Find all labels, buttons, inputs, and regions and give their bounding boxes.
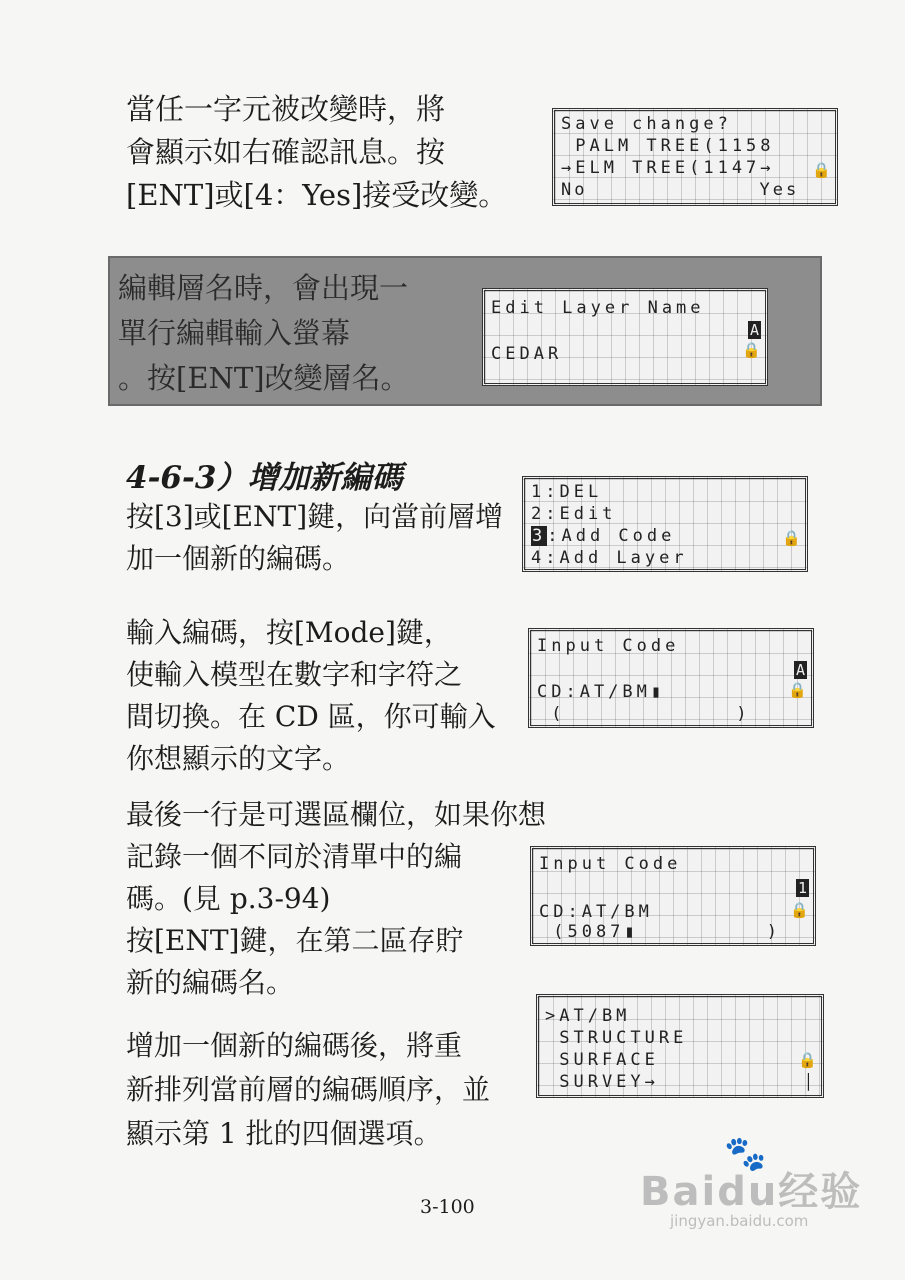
lcd-menu-screen xyxy=(522,476,808,572)
paw-icon: 🐾 xyxy=(724,1134,767,1174)
lcd-line: >AT/BM xyxy=(545,1006,631,1026)
watermark-url: jingyan.baidu.com xyxy=(670,1212,809,1230)
lcd-line: CD:AT/BM xyxy=(539,902,653,922)
lcd-line: 1:DEL xyxy=(531,482,603,502)
text-line: 單行編輯輸入螢幕 xyxy=(118,316,351,350)
lcd-line: CEDAR xyxy=(491,344,563,364)
mode-a-icon: A xyxy=(749,321,759,339)
lcd-line: 4:Add Layer xyxy=(531,548,688,568)
lcd-line: SURVEY→ xyxy=(545,1072,659,1092)
lcd-line: →ELM TREE(1147→ xyxy=(561,158,775,178)
lcd-line: Input Code xyxy=(539,854,682,874)
text-line: 。按[ENT]改變層名。 xyxy=(118,361,410,395)
text-line: 會顯示如右確認訊息。按 xyxy=(126,135,446,169)
lock-icon: 🔒 xyxy=(782,529,801,547)
mode-a-icon: A xyxy=(795,661,805,679)
text-line: 記錄一個不同於清單中的編 xyxy=(126,840,463,873)
text-line: 按[3]或[ENT]鍵，向當前層增 xyxy=(126,500,504,533)
lcd-line: PALM TREE(1158 xyxy=(561,136,775,156)
text-line: 使輸入模型在數字和字符之 xyxy=(126,658,463,691)
text-line: 編輯層名時，會出現一 xyxy=(118,271,409,305)
lcd-input-code-screen-2 xyxy=(530,846,816,946)
text-line: 碼。(見 p.3-94) xyxy=(126,882,331,915)
lock-icon: 🔒 xyxy=(790,901,809,919)
lcd-line: Input Code xyxy=(537,636,680,656)
lcd-line: CD:AT/BM▮ xyxy=(537,682,666,702)
lcd-line: Save change? xyxy=(561,114,732,134)
lcd-line: STRUCTURE xyxy=(545,1028,688,1048)
lcd-line: 3:Add Code xyxy=(532,526,676,546)
lock-icon: 🔒 xyxy=(742,341,761,359)
lcd-input-code-screen xyxy=(528,628,814,728)
lock-icon: 🔒 xyxy=(812,161,831,179)
paragraph-input-code xyxy=(126,612,496,780)
selected-item-number: 3 xyxy=(532,526,547,546)
lcd-code-list-screen xyxy=(536,994,824,1098)
band-text xyxy=(118,266,410,401)
text-line: 增加一個新的編碼後，將重 xyxy=(126,1029,463,1062)
text-line: 按[ENT]鍵，在第二區存貯 xyxy=(126,924,464,957)
text-line: 間切換。在 CD 區，你可輸入 xyxy=(126,700,496,733)
lcd-edit-layer-name-screen xyxy=(482,288,768,386)
text-line: [ENT]或[4：Yes]接受改變。 xyxy=(126,178,508,212)
text-line: 新排列當前層的編碼順序，並 xyxy=(126,1073,491,1106)
paragraph-add-code xyxy=(126,496,503,580)
paragraph-optional-field xyxy=(126,794,546,1004)
text-line: 你想顯示的文字。 xyxy=(126,742,351,775)
text-line: 加一個新的編碼。 xyxy=(126,542,351,575)
paragraph-save-change xyxy=(126,88,507,217)
text-line: 最後一行是可選區欄位，如果你想 xyxy=(126,798,547,831)
lock-icon: 🔒 xyxy=(798,1051,817,1069)
baidu-watermark xyxy=(640,1134,863,1230)
lcd-line: (5087▮ ) xyxy=(539,922,781,942)
text-line: 當任一字元被改變時，將 xyxy=(126,92,446,126)
page-number: 3-100 xyxy=(420,1196,475,1218)
paragraph-reorder-codes xyxy=(126,1024,490,1156)
text-line: 輸入編碼，按[Mode]鍵， xyxy=(126,616,452,649)
section-heading: 4-6-3）增加新編碼 xyxy=(126,460,403,496)
lcd-line: 2:Edit xyxy=(531,504,617,524)
lcd-line: No Yes xyxy=(561,180,800,200)
scroll-bar-icon: ▏ xyxy=(807,1073,817,1091)
highlight-band xyxy=(108,256,822,406)
lcd-line: SURFACE xyxy=(545,1050,659,1070)
lcd-save-change-screen xyxy=(552,108,838,206)
text-line: 顯示第 1 批的四個選項。 xyxy=(126,1117,442,1150)
text-line: 新的編碼名。 xyxy=(126,966,295,999)
watermark-brand: Baidu经验 xyxy=(640,1169,863,1215)
lock-icon: 🔒 xyxy=(788,681,807,699)
mode-1-icon: 1 xyxy=(797,879,807,897)
lcd-line: Edit Layer Name xyxy=(491,298,705,318)
lcd-line: ( ) xyxy=(537,704,751,724)
